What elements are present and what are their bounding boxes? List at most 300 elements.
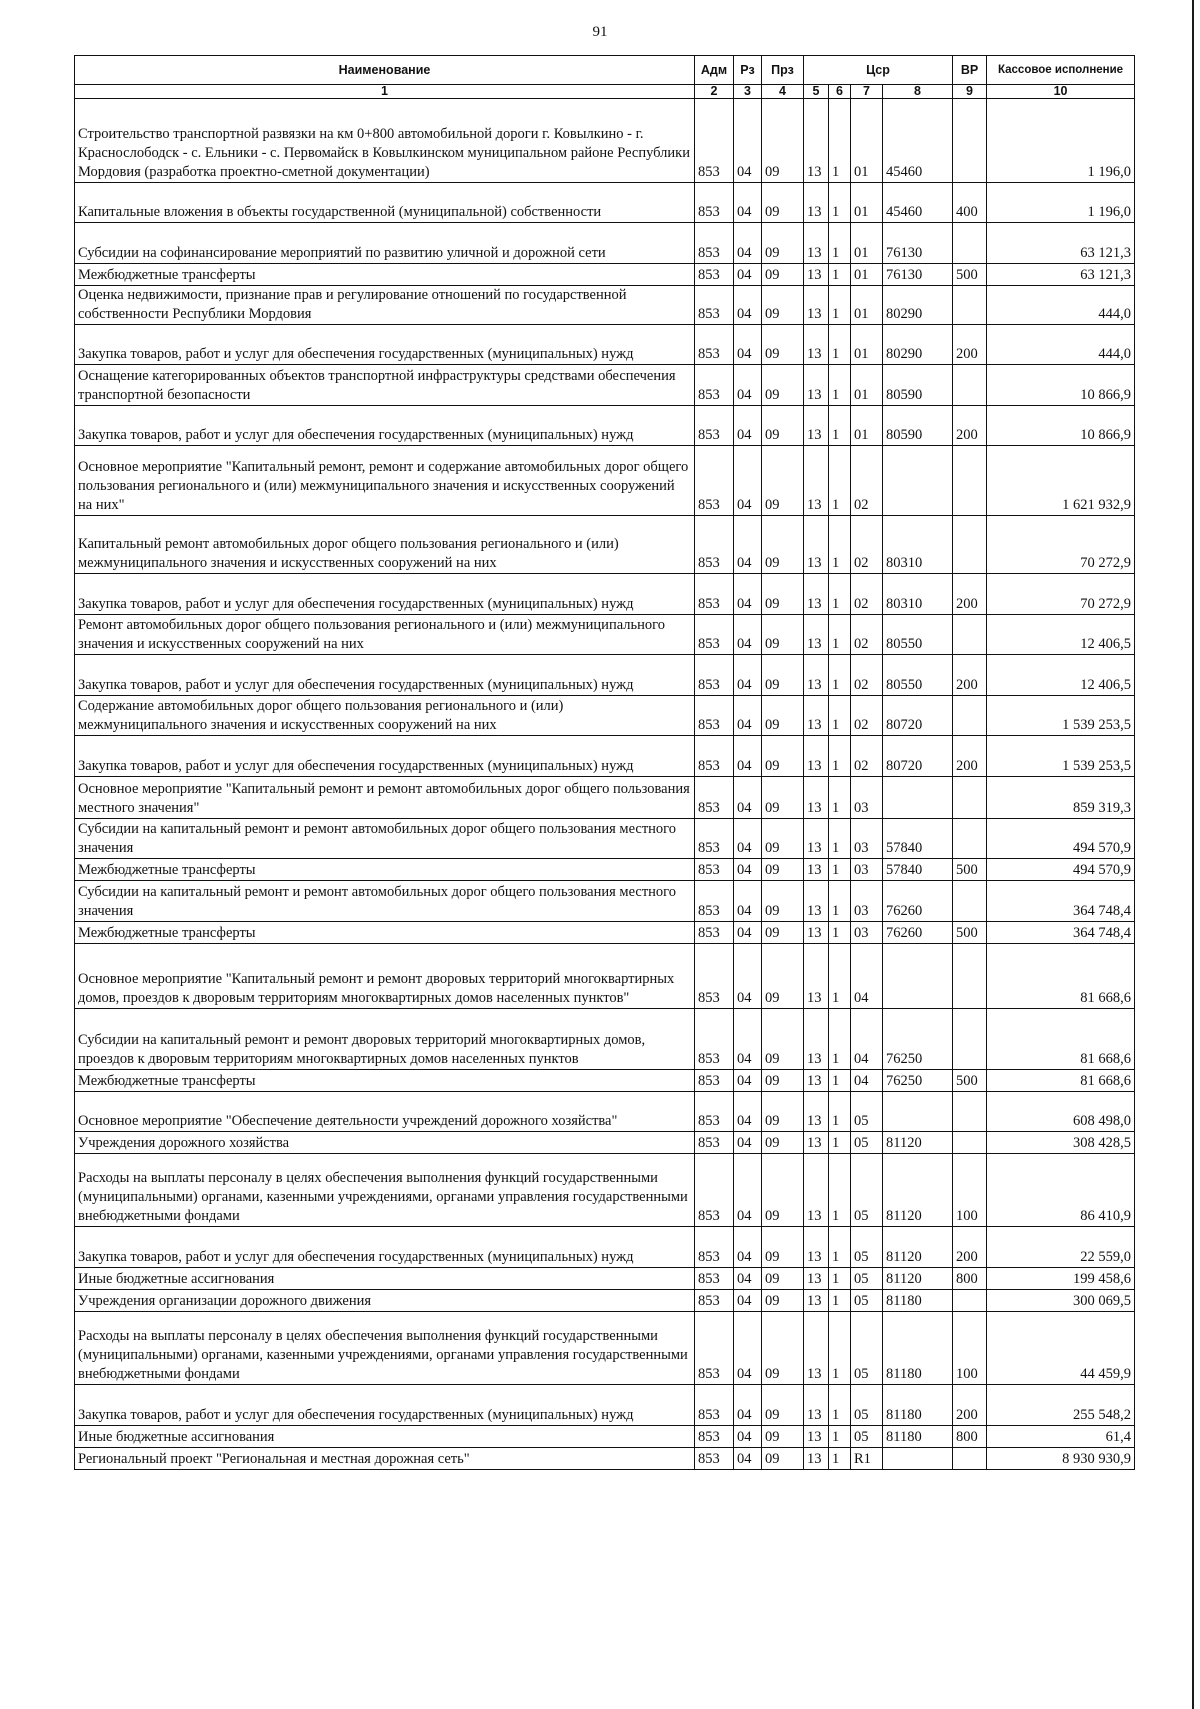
row-csr-program: 13 [804, 881, 829, 922]
row-amount: 364 748,4 [987, 881, 1135, 922]
row-name: Субсидии на капитальный ремонт и ремонт автомобильных дорог общего пользования местного значения [75, 881, 695, 922]
row-amount: 63 121,3 [987, 223, 1135, 264]
row-adm: 853 [695, 881, 734, 922]
row-csr-direction: 80290 [883, 286, 953, 325]
row-adm: 853 [695, 1290, 734, 1312]
row-csr-direction: 81120 [883, 1227, 953, 1268]
row-csr-event: 05 [851, 1268, 883, 1290]
row-name: Ремонт автомобильных дорог общего пользования регионального и (или) межмуниципального значения и искусственных сооружений на них [75, 615, 695, 655]
header-adm: Адм [695, 56, 734, 85]
table-row [75, 365, 1135, 406]
row-prz: 09 [762, 696, 804, 736]
row-csr-direction: 80550 [883, 655, 953, 696]
row-name: Межбюджетные трансферты [75, 1070, 695, 1092]
row-vr: 500 [953, 922, 987, 944]
row-prz: 09 [762, 1268, 804, 1290]
column-number: 10 [987, 85, 1135, 99]
row-vr: 500 [953, 859, 987, 881]
row-prz: 09 [762, 446, 804, 516]
page-edge [1192, 0, 1194, 1709]
row-csr-program: 13 [804, 1290, 829, 1312]
row-prz: 09 [762, 516, 804, 574]
row-amount: 63 121,3 [987, 264, 1135, 286]
row-prz: 09 [762, 615, 804, 655]
row-rz: 04 [734, 819, 762, 859]
row-csr-subprogram: 1 [829, 325, 851, 365]
row-csr-event: 03 [851, 922, 883, 944]
row-csr-program: 13 [804, 1154, 829, 1227]
row-rz: 04 [734, 406, 762, 446]
row-amount: 494 570,9 [987, 859, 1135, 881]
row-adm: 853 [695, 1132, 734, 1154]
row-prz: 09 [762, 944, 804, 1009]
column-number: 8 [883, 85, 953, 99]
row-adm: 853 [695, 736, 734, 777]
row-csr-direction: 80720 [883, 736, 953, 777]
row-prz: 09 [762, 1009, 804, 1070]
row-csr-event: 01 [851, 183, 883, 223]
row-csr-direction: 45460 [883, 99, 953, 183]
row-prz: 09 [762, 1448, 804, 1470]
row-adm: 853 [695, 574, 734, 615]
column-number: 5 [804, 85, 829, 99]
row-csr-event: 01 [851, 99, 883, 183]
table-row [75, 1070, 1135, 1092]
row-csr-direction: 76260 [883, 881, 953, 922]
row-csr-event: 02 [851, 574, 883, 615]
row-csr-event: 02 [851, 615, 883, 655]
table-row [75, 1227, 1135, 1268]
row-rz: 04 [734, 922, 762, 944]
row-csr-subprogram: 1 [829, 365, 851, 406]
row-amount: 859 319,3 [987, 777, 1135, 819]
row-adm: 853 [695, 859, 734, 881]
row-csr-direction [883, 944, 953, 1009]
row-csr-direction: 80310 [883, 516, 953, 574]
row-name: Основное мероприятие "Обеспечение деятельности учреждений дорожного хозяйства" [75, 1092, 695, 1132]
row-csr-event: 02 [851, 736, 883, 777]
row-adm: 853 [695, 1448, 734, 1470]
row-prz: 09 [762, 365, 804, 406]
row-vr [953, 944, 987, 1009]
row-csr-subprogram: 1 [829, 99, 851, 183]
row-amount: 70 272,9 [987, 574, 1135, 615]
row-csr-event: 03 [851, 819, 883, 859]
row-adm: 853 [695, 1268, 734, 1290]
row-vr [953, 696, 987, 736]
row-rz: 04 [734, 1385, 762, 1426]
table-row [75, 615, 1135, 655]
row-rz: 04 [734, 99, 762, 183]
row-amount: 12 406,5 [987, 655, 1135, 696]
column-number: 1 [75, 85, 695, 99]
row-amount: 1 539 253,5 [987, 696, 1135, 736]
row-amount: 81 668,6 [987, 1070, 1135, 1092]
row-adm: 853 [695, 696, 734, 736]
row-csr-subprogram: 1 [829, 1268, 851, 1290]
row-csr-direction: 76260 [883, 922, 953, 944]
row-name: Иные бюджетные ассигнования [75, 1426, 695, 1448]
row-adm: 853 [695, 516, 734, 574]
row-prz: 09 [762, 183, 804, 223]
row-csr-direction: 80590 [883, 365, 953, 406]
row-csr-event: 04 [851, 1070, 883, 1092]
row-csr-program: 13 [804, 1070, 829, 1092]
table-row [75, 859, 1135, 881]
column-number-row [75, 85, 1135, 99]
row-prz: 09 [762, 1290, 804, 1312]
row-csr-program: 13 [804, 777, 829, 819]
header-vr: ВР [953, 56, 987, 85]
table-row [75, 1009, 1135, 1070]
row-csr-direction [883, 446, 953, 516]
row-vr [953, 1009, 987, 1070]
row-vr [953, 99, 987, 183]
table-row [75, 736, 1135, 777]
row-vr [953, 881, 987, 922]
row-csr-program: 13 [804, 446, 829, 516]
row-csr-subprogram: 1 [829, 1070, 851, 1092]
row-csr-subprogram: 1 [829, 1227, 851, 1268]
row-name: Региональный проект "Региональная и местная дорожная сеть" [75, 1448, 695, 1470]
row-vr: 200 [953, 325, 987, 365]
row-prz: 09 [762, 922, 804, 944]
row-prz: 09 [762, 859, 804, 881]
row-csr-program: 13 [804, 696, 829, 736]
column-number: 9 [953, 85, 987, 99]
row-csr-direction: 76250 [883, 1009, 953, 1070]
row-prz: 09 [762, 1154, 804, 1227]
row-csr-subprogram: 1 [829, 881, 851, 922]
row-csr-program: 13 [804, 574, 829, 615]
row-prz: 09 [762, 286, 804, 325]
row-adm: 853 [695, 1009, 734, 1070]
row-rz: 04 [734, 696, 762, 736]
header-amount: Кассовое исполнение [987, 56, 1135, 85]
table-row [75, 446, 1135, 516]
row-csr-program: 13 [804, 365, 829, 406]
row-amount: 1 539 253,5 [987, 736, 1135, 777]
row-amount: 10 866,9 [987, 406, 1135, 446]
row-csr-direction: 45460 [883, 183, 953, 223]
row-csr-event: 05 [851, 1092, 883, 1132]
row-adm: 853 [695, 615, 734, 655]
row-adm: 853 [695, 655, 734, 696]
row-prz: 09 [762, 881, 804, 922]
row-csr-event: 05 [851, 1385, 883, 1426]
row-amount: 10 866,9 [987, 365, 1135, 406]
table-row [75, 1268, 1135, 1290]
row-name: Строительство транспортной развязки на км 0+800 автомобильной дороги г. Ковылкино - г. Краснослободск - с. Ельники - с. Первомайск в Ковылкинском муниципальном районе Республики Мордовия (разработка проектно-сметной документации) [75, 99, 695, 183]
row-rz: 04 [734, 516, 762, 574]
row-vr [953, 1290, 987, 1312]
row-csr-direction: 81120 [883, 1154, 953, 1227]
row-adm: 853 [695, 1070, 734, 1092]
row-rz: 04 [734, 183, 762, 223]
row-name: Капитальный ремонт автомобильных дорог общего пользования регионального и (или) межмуниципального значения и искусственных сооружений на них [75, 516, 695, 574]
row-adm: 853 [695, 1426, 734, 1448]
row-rz: 04 [734, 1154, 762, 1227]
row-vr [953, 446, 987, 516]
row-vr [953, 223, 987, 264]
row-adm: 853 [695, 1227, 734, 1268]
row-vr: 500 [953, 264, 987, 286]
row-name: Основное мероприятие "Капитальный ремонт и ремонт автомобильных дорог общего пользования местного значения" [75, 777, 695, 819]
row-vr [953, 365, 987, 406]
row-csr-direction: 57840 [883, 819, 953, 859]
row-amount: 255 548,2 [987, 1385, 1135, 1426]
row-rz: 04 [734, 655, 762, 696]
row-rz: 04 [734, 574, 762, 615]
row-name: Оценка недвижимости, признание прав и регулирование отношений по государственной собственности Республики Мордовия [75, 286, 695, 325]
row-name: Закупка товаров, работ и услуг для обеспечения государственных (муниципальных) нужд [75, 574, 695, 615]
row-csr-program: 13 [804, 819, 829, 859]
row-rz: 04 [734, 1092, 762, 1132]
row-prz: 09 [762, 99, 804, 183]
row-vr [953, 777, 987, 819]
row-csr-subprogram: 1 [829, 446, 851, 516]
row-rz: 04 [734, 1132, 762, 1154]
row-amount: 608 498,0 [987, 1092, 1135, 1132]
table-row [75, 655, 1135, 696]
row-csr-event: R1 [851, 1448, 883, 1470]
row-adm: 853 [695, 406, 734, 446]
row-rz: 04 [734, 944, 762, 1009]
row-csr-event: 02 [851, 516, 883, 574]
table-row [75, 1154, 1135, 1227]
row-amount: 70 272,9 [987, 516, 1135, 574]
row-csr-subprogram: 1 [829, 264, 851, 286]
row-csr-subprogram: 1 [829, 1385, 851, 1426]
row-prz: 09 [762, 1070, 804, 1092]
row-csr-subprogram: 1 [829, 183, 851, 223]
row-amount: 1 621 932,9 [987, 446, 1135, 516]
table-row [75, 1290, 1135, 1312]
table-row [75, 1426, 1135, 1448]
row-adm: 853 [695, 446, 734, 516]
table-row [75, 696, 1135, 736]
column-number: 3 [734, 85, 762, 99]
row-csr-program: 13 [804, 944, 829, 1009]
row-csr-subprogram: 1 [829, 516, 851, 574]
row-csr-program: 13 [804, 516, 829, 574]
row-adm: 853 [695, 325, 734, 365]
row-name: Межбюджетные трансферты [75, 859, 695, 881]
table-row [75, 99, 1135, 183]
row-csr-event: 02 [851, 446, 883, 516]
table-row [75, 1132, 1135, 1154]
row-name: Иные бюджетные ассигнования [75, 1268, 695, 1290]
table-row [75, 264, 1135, 286]
row-csr-event: 04 [851, 944, 883, 1009]
row-prz: 09 [762, 264, 804, 286]
row-vr: 800 [953, 1426, 987, 1448]
row-vr: 200 [953, 406, 987, 446]
table-row [75, 325, 1135, 365]
row-name: Закупка товаров, работ и услуг для обеспечения государственных (муниципальных) нужд [75, 406, 695, 446]
row-csr-subprogram: 1 [829, 223, 851, 264]
row-rz: 04 [734, 1312, 762, 1385]
row-rz: 04 [734, 446, 762, 516]
row-csr-direction: 57840 [883, 859, 953, 881]
row-amount: 61,4 [987, 1426, 1135, 1448]
row-name: Расходы на выплаты персоналу в целях обеспечения выполнения функций государственными (муниципальными) органами, казенными учреждениями, органами управления государственными внебюджетными фондами [75, 1312, 695, 1385]
row-name: Содержание автомобильных дорог общего пользования регионального и (или) межмуниципального значения и искусственных сооружений на них [75, 696, 695, 736]
row-adm: 853 [695, 1092, 734, 1132]
row-name: Субсидии на капитальный ремонт и ремонт автомобильных дорог общего пользования местного значения [75, 819, 695, 859]
row-adm: 853 [695, 944, 734, 1009]
row-csr-subprogram: 1 [829, 406, 851, 446]
row-csr-direction [883, 1092, 953, 1132]
row-prz: 09 [762, 574, 804, 615]
row-amount: 300 069,5 [987, 1290, 1135, 1312]
row-prz: 09 [762, 1092, 804, 1132]
row-csr-subprogram: 1 [829, 1448, 851, 1470]
row-rz: 04 [734, 223, 762, 264]
row-csr-subprogram: 1 [829, 574, 851, 615]
row-csr-subprogram: 1 [829, 777, 851, 819]
row-vr [953, 516, 987, 574]
row-csr-event: 05 [851, 1132, 883, 1154]
row-csr-event: 02 [851, 655, 883, 696]
row-vr: 100 [953, 1312, 987, 1385]
row-vr: 200 [953, 1385, 987, 1426]
row-adm: 853 [695, 365, 734, 406]
row-amount: 44 459,9 [987, 1312, 1135, 1385]
row-rz: 04 [734, 286, 762, 325]
table-row [75, 574, 1135, 615]
header-row [75, 56, 1135, 85]
row-rz: 04 [734, 859, 762, 881]
row-amount: 199 458,6 [987, 1268, 1135, 1290]
row-csr-program: 13 [804, 1268, 829, 1290]
row-csr-direction: 81180 [883, 1426, 953, 1448]
row-csr-program: 13 [804, 99, 829, 183]
row-rz: 04 [734, 365, 762, 406]
row-csr-event: 01 [851, 223, 883, 264]
row-csr-program: 13 [804, 655, 829, 696]
row-name: Учреждения дорожного хозяйства [75, 1132, 695, 1154]
row-vr [953, 1448, 987, 1470]
row-csr-direction: 81120 [883, 1132, 953, 1154]
table-row [75, 1312, 1135, 1385]
row-adm: 853 [695, 777, 734, 819]
row-amount: 444,0 [987, 325, 1135, 365]
row-vr [953, 819, 987, 859]
column-number: 2 [695, 85, 734, 99]
row-csr-subprogram: 1 [829, 819, 851, 859]
row-rz: 04 [734, 615, 762, 655]
row-name: Закупка товаров, работ и услуг для обеспечения государственных (муниципальных) нужд [75, 1227, 695, 1268]
row-vr: 200 [953, 736, 987, 777]
row-csr-subprogram: 1 [829, 944, 851, 1009]
row-name: Закупка товаров, работ и услуг для обеспечения государственных (муниципальных) нужд [75, 1385, 695, 1426]
row-csr-direction [883, 1448, 953, 1470]
row-adm: 853 [695, 264, 734, 286]
row-csr-subprogram: 1 [829, 1092, 851, 1132]
table-row [75, 922, 1135, 944]
row-rz: 04 [734, 1268, 762, 1290]
row-csr-event: 05 [851, 1227, 883, 1268]
header-rz: Рз [734, 56, 762, 85]
row-name: Закупка товаров, работ и услуг для обеспечения государственных (муниципальных) нужд [75, 655, 695, 696]
row-name: Закупка товаров, работ и услуг для обеспечения государственных (муниципальных) нужд [75, 325, 695, 365]
row-csr-program: 13 [804, 406, 829, 446]
row-rz: 04 [734, 1290, 762, 1312]
row-name: Субсидии на капитальный ремонт и ремонт дворовых территорий многоквартирных домов, проездов к дворовым территориям многоквартирных домов населенных пунктов [75, 1009, 695, 1070]
row-adm: 853 [695, 922, 734, 944]
row-prz: 09 [762, 736, 804, 777]
row-csr-program: 13 [804, 264, 829, 286]
row-csr-direction: 80590 [883, 406, 953, 446]
row-adm: 853 [695, 1154, 734, 1227]
row-csr-program: 13 [804, 286, 829, 325]
row-csr-direction [883, 777, 953, 819]
row-csr-direction: 80550 [883, 615, 953, 655]
row-csr-program: 13 [804, 1092, 829, 1132]
table-row [75, 819, 1135, 859]
row-csr-subprogram: 1 [829, 1132, 851, 1154]
row-csr-direction: 76250 [883, 1070, 953, 1092]
row-vr: 200 [953, 574, 987, 615]
row-vr: 800 [953, 1268, 987, 1290]
table-row [75, 777, 1135, 819]
row-rz: 04 [734, 264, 762, 286]
row-vr [953, 286, 987, 325]
table-row [75, 881, 1135, 922]
row-vr: 200 [953, 1227, 987, 1268]
row-csr-subprogram: 1 [829, 922, 851, 944]
row-csr-subprogram: 1 [829, 1426, 851, 1448]
row-csr-subprogram: 1 [829, 615, 851, 655]
row-csr-subprogram: 1 [829, 736, 851, 777]
row-csr-program: 13 [804, 1009, 829, 1070]
row-csr-event: 05 [851, 1290, 883, 1312]
row-csr-direction: 81180 [883, 1290, 953, 1312]
table-row [75, 286, 1135, 325]
row-prz: 09 [762, 1385, 804, 1426]
row-csr-program: 13 [804, 1448, 829, 1470]
row-prz: 09 [762, 406, 804, 446]
column-number: 6 [829, 85, 851, 99]
row-csr-program: 13 [804, 1227, 829, 1268]
row-adm: 853 [695, 99, 734, 183]
row-rz: 04 [734, 777, 762, 819]
row-csr-subprogram: 1 [829, 1312, 851, 1385]
row-prz: 09 [762, 1426, 804, 1448]
row-csr-direction: 81180 [883, 1312, 953, 1385]
row-csr-program: 13 [804, 1312, 829, 1385]
row-csr-event: 03 [851, 777, 883, 819]
row-prz: 09 [762, 819, 804, 859]
row-amount: 1 196,0 [987, 99, 1135, 183]
row-prz: 09 [762, 1132, 804, 1154]
table-row [75, 516, 1135, 574]
row-vr [953, 615, 987, 655]
row-adm: 853 [695, 223, 734, 264]
row-csr-program: 13 [804, 736, 829, 777]
row-amount: 8 930 930,9 [987, 1448, 1135, 1470]
row-csr-direction: 80290 [883, 325, 953, 365]
row-adm: 853 [695, 1385, 734, 1426]
row-csr-event: 02 [851, 696, 883, 736]
row-csr-event: 04 [851, 1009, 883, 1070]
row-name: Субсидии на софинансирование мероприятий по развитию уличной и дорожной сети [75, 223, 695, 264]
row-csr-program: 13 [804, 325, 829, 365]
row-rz: 04 [734, 1070, 762, 1092]
table-row [75, 183, 1135, 223]
row-amount: 22 559,0 [987, 1227, 1135, 1268]
